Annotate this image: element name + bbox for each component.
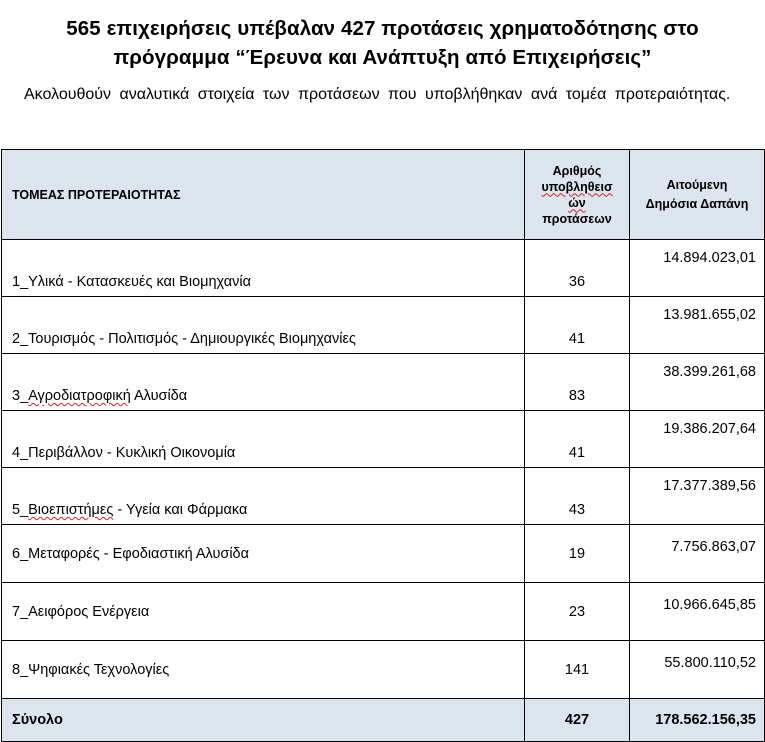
cell-count: 23 (525, 583, 630, 641)
cell-sector-text: 3_Αγροδιατροφική Αλυσίδα (12, 388, 188, 404)
cell-sector (2, 354, 525, 411)
table-row (2, 411, 765, 468)
proposals-table (1, 149, 765, 742)
cell-cost: 38.399.261,68 (630, 354, 765, 411)
cell-count: 41 (525, 297, 630, 354)
table-row (2, 525, 765, 583)
cell-cost: 13.981.655,02 (630, 297, 765, 354)
intro-paragraph: Ακολουθούν αναλυτικά στοιχεία των προτάσεων που υποβλήθηκαν ανά τομέα προτεραιότητας. (24, 86, 731, 103)
cell-count: 83 (525, 354, 630, 411)
cell-sector: 6_Μεταφορές - Εφοδιαστική Αλυσίδα (2, 525, 525, 583)
header-count-line: προτάσεων (542, 211, 612, 226)
table-row (2, 297, 765, 354)
cell-cost: 7.756.863,07 (630, 525, 765, 583)
cell-sector: 4_Περιβάλλον - Κυκλική Οικονομία (2, 411, 525, 468)
title-line-2: πρόγραμμα “Έρευνα και Ανάπτυξη από Επιχειρήσεις” (113, 46, 652, 69)
cell-sector (2, 468, 525, 525)
cell-count: 36 (525, 240, 630, 297)
cell-cost: 10.966.645,85 (630, 583, 765, 641)
header-count (525, 150, 630, 240)
title-line-1: 565 επιχειρήσεις υπέβαλαν 427 προτάσεις χρηματοδότησης στο (66, 17, 699, 40)
cell-count: 41 (525, 411, 630, 468)
cell-count: 141 (525, 641, 630, 699)
page-title (0, 14, 765, 72)
header-cost (630, 150, 765, 240)
total-count: 427 (525, 699, 630, 742)
header-cost-line: Δημόσια Δαπάνη (645, 196, 749, 211)
header-count-line: Αριθμός (552, 163, 602, 178)
cell-cost: 55.800.110,52 (630, 641, 765, 699)
total-cost: 178.562.156,35 (630, 699, 765, 742)
cell-sector: 1_Υλικά - Κατασκευές και Βιομηχανία (2, 240, 525, 297)
header-count-line: υποβληθεισ (541, 179, 613, 194)
table-total-row (2, 699, 765, 742)
cell-sector-text: 5_Βιοεπιστήμες - Υγεία και Φάρμακα (12, 502, 248, 518)
cell-cost: 14.894.023,01 (630, 240, 765, 297)
table-row (2, 354, 765, 411)
table-row (2, 240, 765, 297)
cell-sector: 2_Τουρισμός - Πολιτισμός - Δημιουργικές Βιομηχανίες (2, 297, 525, 354)
table-row (2, 641, 765, 699)
cell-cost: 19.386.207,64 (630, 411, 765, 468)
total-label: Σύνολο (2, 699, 525, 742)
spellcheck-underline: Βιοεπιστήμες (28, 502, 114, 518)
cell-sector: 8_Ψηφιακές Τεχνολογίες (2, 641, 525, 699)
cell-count: 19 (525, 525, 630, 583)
header-cost-line: Αιτούμενη (666, 177, 728, 192)
table-row (2, 583, 765, 641)
cell-cost: 17.377.389,56 (630, 468, 765, 525)
cell-count: 43 (525, 468, 630, 525)
header-count-line: ών (568, 195, 586, 210)
table-header-row (2, 150, 765, 240)
header-sector: ΤΟΜΕΑΣ ΠΡΟΤΕΡΑΙΟΤΗΤΑΣ (2, 150, 525, 240)
spellcheck-underline: Αγροδιατροφική (28, 388, 131, 404)
cell-sector: 7_Αειφόρος Ενέργεια (2, 583, 525, 641)
table-row (2, 468, 765, 525)
